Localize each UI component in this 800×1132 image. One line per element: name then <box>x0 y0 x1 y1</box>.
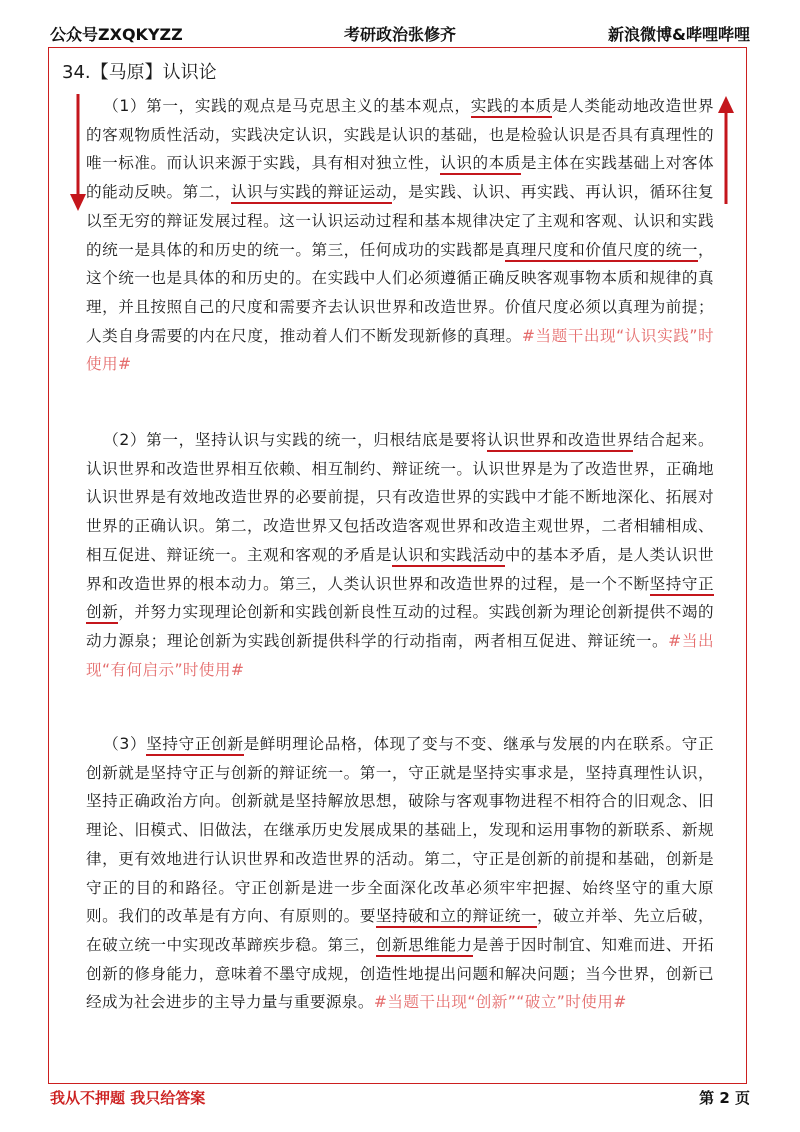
p2-key-know-transform-world: 认识世界和改造世界 <box>487 431 633 452</box>
question-title: 34.【马原】认识论 <box>62 62 217 83</box>
page-header <box>50 22 750 46</box>
paragraph-3 <box>86 730 714 1017</box>
p1-text-e: 是主体在实践基础上对客体的能动反映。第二， <box>86 154 714 202</box>
p1-key-practice-essence: 实践的本质 <box>471 97 552 118</box>
p3-key-break-establish-unity: 坚持破和立的辩证统一 <box>376 907 537 928</box>
p3-text-a: （3） <box>103 735 147 753</box>
p1-key-truth-value-unity: 真理尺度和价值尺度的统一 <box>505 241 698 262</box>
paragraph-1 <box>86 92 714 379</box>
p1-text-g: ，是实践、认识、再实践、再认识，循环往复以至无穷的辩证发展过程。这一认识运动过程和基本规律决定了主观和客观、认识和实践的统一是具体的和历史的统一。第三，任何成功的实践都是 <box>86 183 714 259</box>
p2-text-g: ，并努力实现理论创新和实践创新良性互动的过程。实践创新为理论创新提供不竭的动力源泉；理论创新为实践创新提供科学的行动指南，两者相互促进、辩证统一。 <box>86 603 714 650</box>
paragraph-2 <box>86 426 714 684</box>
p1-text-c: 是人类能动地改造世界的客观物质性活动，实践决定认识，实践是认识的基础，也是检验认识是否具有真理性的唯一标准。而认识来源于实践，具有相对独立性， <box>86 97 714 173</box>
header-right: 新浪微博&哔哩哔哩 <box>608 25 750 44</box>
footer-slogan: 我从不押题 我只给答案 <box>50 1089 206 1107</box>
p1-key-cognition-essence: 认识的本质 <box>440 154 521 175</box>
header-center: 考研政治张修齐 <box>343 25 456 44</box>
p3-key-uphold-innovation: 坚持守正创新 <box>146 735 243 756</box>
p3-text-g: 是善于因时制宜、知难而进、开拓创新的修身能力，意味着不墨守成规，创造性地提出问题和解决问题；当今世界，创新已经成为社会进步的主导力量与重要源泉。 <box>86 935 714 1012</box>
p2-text-e: 中的基本矛盾，是人类认识世界和改造世界的根本动力。第三，人类认识世界和改造世界的过程，是一个不断 <box>86 545 714 593</box>
p3-text-e: ，破立并举、先立后破，在破立统一中实现改革蹄疾步稳。第三， <box>86 907 714 954</box>
p2-usage-note: #当出现“有何启示”时使用# <box>86 631 714 679</box>
p1-usage-note: #当题干出现“认识实践”时使用# <box>86 326 714 374</box>
p3-key-innovative-thinking: 创新思维能力 <box>376 936 473 957</box>
page-number: 第 2 页 <box>699 1089 750 1107</box>
p3-text-c: 是鲜明理论品格，体现了变与不变、继承与发展的内在联系。守正创新就是坚持守正与创新的辩证统一。第一，守正就是坚持实事求是，坚持真理性认识，坚持正确政治方向。创新就是坚持解放思想，破除与客观事物进程不相符合的旧观念、旧理论、旧模式、旧做法，在继承历史发展成果的基础上，发现和运用事物的新联系、新规律，更有效地进行认识世界和改造世界的活动。第二，守正是创新的前提和基础，创新是守正的目的和路径。守正创新是进一步全面深化改革必须牢牢把握、始终坚守的重大原则。我们的改革是有方向、有原则的。要 <box>86 735 715 926</box>
page-footer <box>50 1087 750 1109</box>
p3-usage-note: #当题干出现“创新”“破立”时使用# <box>373 993 627 1012</box>
p2-key-uphold-innovation: 坚持守正创新 <box>86 575 714 625</box>
p1-text-a: （1）第一，实践的观点是马克思主义的基本观点， <box>103 97 471 115</box>
p2-key-cognition-practice-activity: 认识和实践活动 <box>392 546 505 567</box>
p2-text-a: （2）第一，坚持认识与实践的统一，归根结底是要将 <box>103 431 487 449</box>
p1-text-i: ，这个统一也是具体的和历史的。在实践中人们必须遵循正确反映客观事物本质和规律的真理，并且按照自己的尺度和需要齐去认识世界和改造世界。价值尺度必须以真理为前提；人类自身需要的内在尺度，推动着人们不断发现新修的真理。 <box>86 240 714 345</box>
header-left: 公众号ZXQKYZZ <box>50 25 183 44</box>
p1-key-dialectical-movement: 认识与实践的辩证运动 <box>231 183 392 204</box>
p2-text-c: 结合起来。认识世界和改造世界相互依赖、相互制约、辩证统一。认识世界是为了改造世界，正确地认识世界是有效地改造世界的必要前提，只有改造世界的实践中才能不断地深化、拓展对世界的正确认识。第二，改造世界又包括改造客观世界和改造主观世界，二者相辅相成、相互促进、辩证统一。主观和客观的矛盾是 <box>86 431 714 564</box>
arrow-up-icon <box>714 94 738 206</box>
